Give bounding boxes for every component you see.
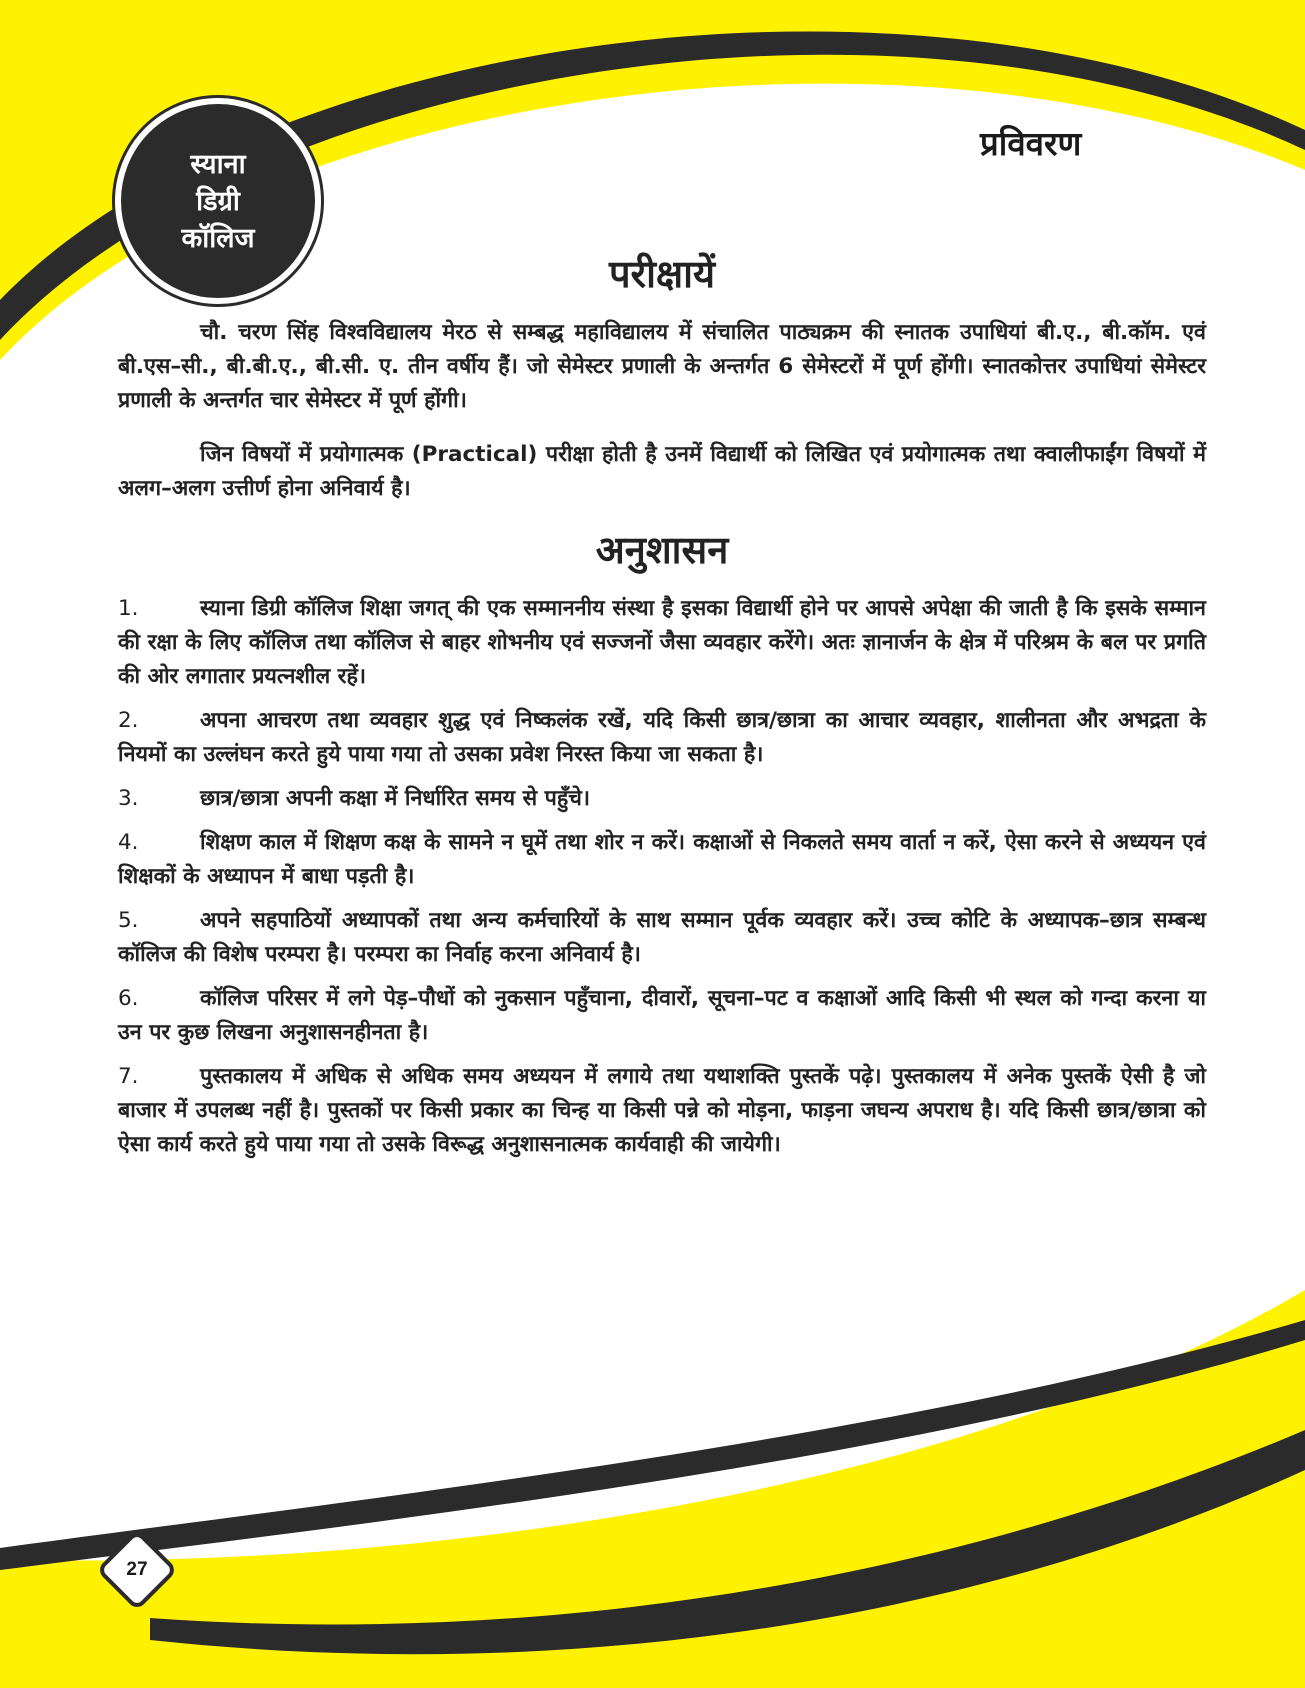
rule-text: छात्र/छात्रा अपनी कक्षा में निर्धारित समय से पहुँचे। xyxy=(200,786,591,811)
discipline-rule-3 xyxy=(118,782,1206,816)
discipline-rule-7 xyxy=(118,1060,1206,1162)
discipline-rule-1 xyxy=(118,592,1206,694)
rule-text: अपने सहपाठियों अध्यापकों तथा अन्य कर्मचारियों के साथ सम्मान पूर्वक व्यवहार करें। उच्च कोटि के अध्यापक–छात्र सम्बन्ध कॉलिज की विशेष परम्परा है। परम्परा का निर्वाह करना अनिवार्य है। xyxy=(118,908,1206,967)
main-content xyxy=(118,250,1206,1162)
logo-line-1: स्याना xyxy=(190,148,246,180)
rule-text: पुस्तकालय में अधिक से अधिक समय अध्ययन में लगाये तथा यथाशक्ति पुस्तकें पढ़े। पुस्तकालय में अनेक पुस्तकें ऐसी है जो बाजार में उपलब्ध नहीं है। पुस्तकों पर किसी प्रकार का चिन्ह या किसी पन्ने को मोड़ना, फाड़ना जघन्य अपराध है। यदि किसी छात्र/छात्रा को ऐसा कार्य करते हुये पाया गया तो उसके विरूद्ध अनुशासनात्मक कार्यवाही की जायेगी। xyxy=(118,1064,1206,1157)
rule-number: 4. xyxy=(118,830,139,855)
rule-number: 7. xyxy=(118,1064,139,1089)
discipline-rule-4 xyxy=(118,826,1206,894)
exams-heading: परीक्षायें xyxy=(608,252,716,296)
rule-number: 2. xyxy=(118,708,139,733)
exams-paragraph-1: चौ. चरण सिंह विश्वविद्यालय मेरठ से सम्बद्ध महाविद्यालय में संचालित पाठ्यक्रम की स्नातक उपाधियां बी.ए., बी.कॉम. एवं बी.एस–सी., बी.बी.ए., बी.सी. ए. तीन वर्षीय हैं। जो सेमेस्टर प्रणाली के अन्तर्गत 6 सेमेस्टरों में पूर्ण होंगी। स्नातकोत्तर उपाधियां सेमेस्टर प्रणाली के अन्तर्गत चार सेमेस्टर में पूर्ण होंगी। xyxy=(118,320,1206,413)
rule-number: 6. xyxy=(118,986,139,1011)
discipline-rule-2 xyxy=(118,704,1206,772)
discipline-rule-6 xyxy=(118,982,1206,1050)
exams-paragraph-2: जिन विषयों में प्रयोगात्मक (Practical) परीक्षा होती है उनमें विद्यार्थी को लिखित एवं प्रयोगात्मक तथा क्वालीफाईंग विषयों में अलग–अलग उत्तीर्ण होना अनिवार्य है। xyxy=(118,442,1206,501)
logo-line-3: कॉलिज xyxy=(181,222,255,254)
discipline-rule-5 xyxy=(118,904,1206,972)
rule-text: अपना आचरण तथा व्यवहार शुद्ध एवं निष्कलंक रखें, यदि किसी छात्र/छात्रा का आचार व्यवहार, शालीनता और अभद्रता के नियमों का उल्लंघन करते हुये पाया गया तो उसका प्रवेश निरस्त किया जा सकता है। xyxy=(118,708,1206,767)
section-label: प्रविवरण xyxy=(980,124,1082,163)
logo-line-2: डिग्री xyxy=(196,185,240,217)
page-number: 27 xyxy=(126,1559,148,1580)
rule-text: कॉलिज परिसर में लगे पेड़–पौधों को नुकसान पहुँचाना, दीवारों, सूचना–पट व कक्षाओं आदि किसी भी स्थल को गन्दा करना या उन पर कुछ लिखना अनुशासनहीनता है। xyxy=(118,986,1206,1045)
rule-number: 5. xyxy=(118,908,139,933)
rule-text: स्याना डिग्री कॉलिज शिक्षा जगत् की एक सम्माननीय संस्था है इसका विद्यार्थी होने पर आपसे अपेक्षा की जाती है कि इसके सम्मान की रक्षा के लिए कॉलिज तथा कॉलिज से बाहर शोभनीय एवं सज्जनों जैसा व्यवहार करेंगे। अतः ज्ञानार्जन के क्षेत्र में परिश्रम के बल पर प्रगति की ओर लगातार प्रयत्नशील रहें। xyxy=(118,596,1206,689)
rule-text: शिक्षण काल में शिक्षण कक्ष के सामने न घूमें तथा शोर न करें। कक्षाओं से निकलते समय वार्ता न करें, ऐसा करने से अध्ययन एवं शिक्षकों के अध्यापन में बाधा पड़ती है। xyxy=(118,830,1206,889)
rule-number: 1. xyxy=(118,596,139,621)
rule-number: 3. xyxy=(118,786,139,811)
discipline-heading: अनुशासन xyxy=(595,528,729,572)
